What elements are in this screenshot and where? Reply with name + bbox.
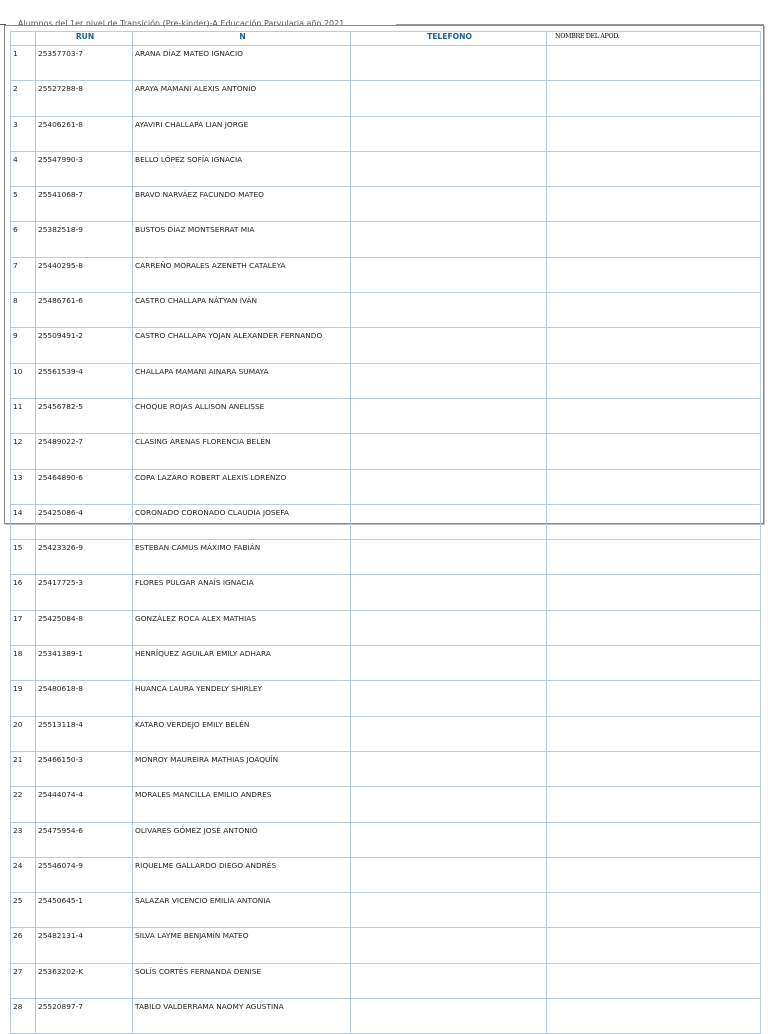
student-run: 25417725-3: [36, 575, 133, 610]
row-number: 20: [11, 716, 36, 751]
student-run: 25406261-8: [36, 116, 133, 151]
student-name: SALAZAR VICENCIO EMILIA ANTONIA: [133, 893, 351, 928]
table-row: [11, 222, 761, 257]
table-row: [11, 540, 761, 575]
guardian-cell: [547, 434, 761, 469]
student-name: SILVA LAYME BENJAMÍN MATEO: [133, 928, 351, 963]
phone-cell: [351, 999, 547, 1034]
phone-cell: [351, 963, 547, 998]
row-number: 24: [11, 857, 36, 892]
table-row: [11, 363, 761, 398]
row-number: 28: [11, 999, 36, 1034]
guardian-cell: [547, 46, 761, 81]
guardian-cell: [547, 469, 761, 504]
row-number: 25: [11, 893, 36, 928]
row-number: 10: [11, 363, 36, 398]
table-row: [11, 893, 761, 928]
table-row: [11, 575, 761, 610]
student-name: ESTEBAN CAMUS MÁXIMO FABIÁN: [133, 540, 351, 575]
guardian-cell: [547, 822, 761, 857]
table-row: [11, 328, 761, 363]
table-row: [11, 257, 761, 292]
student-name: CHOQUE ROJAS ALLISON ANELISSE: [133, 398, 351, 433]
student-name: HUANCA LAURA YENDELY SHIRLEY: [133, 681, 351, 716]
guardian-cell: [547, 963, 761, 998]
student-run: 25509491-2: [36, 328, 133, 363]
table-row: [11, 787, 761, 822]
guardian-cell: [547, 116, 761, 151]
student-run: 25489022-7: [36, 434, 133, 469]
table-row: [11, 504, 761, 539]
table-row: [11, 716, 761, 751]
row-number: 2: [11, 81, 36, 116]
table-header-row: [11, 32, 761, 46]
phone-cell: [351, 46, 547, 81]
guardian-cell: [547, 504, 761, 539]
student-run: 25482131-4: [36, 928, 133, 963]
phone-cell: [351, 257, 547, 292]
phone-cell: [351, 116, 547, 151]
row-number: 5: [11, 187, 36, 222]
phone-cell: [351, 893, 547, 928]
phone-cell: [351, 787, 547, 822]
row-number: 15: [11, 540, 36, 575]
table-row: [11, 46, 761, 81]
phone-cell: [351, 504, 547, 539]
table-row: [11, 610, 761, 645]
phone-cell: [351, 857, 547, 892]
guardian-cell: [547, 540, 761, 575]
row-number: 9: [11, 328, 36, 363]
phone-cell: [351, 681, 547, 716]
row-number: 18: [11, 646, 36, 681]
phone-cell: [351, 398, 547, 433]
phone-cell: [351, 540, 547, 575]
student-run: 25363202-K: [36, 963, 133, 998]
guardian-cell: [547, 151, 761, 186]
row-number: 19: [11, 681, 36, 716]
student-run: 25513118-4: [36, 716, 133, 751]
row-number: 17: [11, 610, 36, 645]
table-row: [11, 928, 761, 963]
row-number: 8: [11, 293, 36, 328]
guardian-cell: [547, 257, 761, 292]
student-run: 25464890-6: [36, 469, 133, 504]
table-row: [11, 187, 761, 222]
student-name: RIQUELME GALLARDO DIEGO ANDRÉS: [133, 857, 351, 892]
student-name: GONZÁLEZ ROCA ALEX MATHIAS: [133, 610, 351, 645]
phone-cell: [351, 151, 547, 186]
student-run: 25486761-6: [36, 293, 133, 328]
header-run: RUN: [36, 32, 133, 46]
row-number: 23: [11, 822, 36, 857]
student-run: 25527288-8: [36, 81, 133, 116]
phone-cell: [351, 575, 547, 610]
header-guardian: NOMBRE DEL APOD.: [547, 32, 761, 46]
guardian-cell: [547, 187, 761, 222]
table-row: [11, 293, 761, 328]
student-run: 25440295-8: [36, 257, 133, 292]
student-name: CASTRO CHALLAPA NÁTYAN IVÁN: [133, 293, 351, 328]
phone-cell: [351, 822, 547, 857]
phone-cell: [351, 293, 547, 328]
student-run: 25382518-9: [36, 222, 133, 257]
student-name: CHALLAPA MAMANI AINARA SUMAYA: [133, 363, 351, 398]
student-run: 25475954-6: [36, 822, 133, 857]
frame-line-left: [0, 24, 6, 25]
student-run: 25425084-8: [36, 610, 133, 645]
table-row: [11, 999, 761, 1034]
row-number: 6: [11, 222, 36, 257]
student-name: BUSTOS DÍAZ MONTSERRAT MIA: [133, 222, 351, 257]
students-table: [10, 31, 761, 1034]
student-name: TABILO VALDERRAMA NAOMY AGUSTINA: [133, 999, 351, 1034]
row-number: 16: [11, 575, 36, 610]
row-number: 26: [11, 928, 36, 963]
header-name: N: [133, 32, 351, 46]
student-name: FLORES PULGAR ANAÍS IGNACIA: [133, 575, 351, 610]
student-run: 25520897-7: [36, 999, 133, 1034]
student-name: COPA LAZARO ROBERT ALEXIS LORENZO: [133, 469, 351, 504]
table-row: [11, 822, 761, 857]
guardian-cell: [547, 328, 761, 363]
student-name: SOLÍS CORTÉS FERNANDA DENISE: [133, 963, 351, 998]
student-run: 25480618-8: [36, 681, 133, 716]
guardian-cell: [547, 398, 761, 433]
row-number: 3: [11, 116, 36, 151]
guardian-cell: [547, 363, 761, 398]
guardian-cell: [547, 81, 761, 116]
phone-cell: [351, 222, 547, 257]
student-run: 25450645-1: [36, 893, 133, 928]
table-row: [11, 398, 761, 433]
guardian-cell: [547, 681, 761, 716]
guardian-cell: [547, 610, 761, 645]
table-row: [11, 151, 761, 186]
guardian-cell: [547, 575, 761, 610]
student-name: BELLO LÓPEZ SOFÍA IGNACIA: [133, 151, 351, 186]
student-name: CASTRO CHALLAPA YOJAN ALEXANDER FERNANDO: [133, 328, 351, 363]
phone-cell: [351, 751, 547, 786]
student-name: HENRÍQUEZ AGUILAR EMILY ADHARA: [133, 646, 351, 681]
student-run: 25547990-3: [36, 151, 133, 186]
student-name: AYAVIRI CHALLAPA LIAN JORGE: [133, 116, 351, 151]
guardian-cell: [547, 787, 761, 822]
student-name: CARREÑO MORALES AZENETH CATALEYA: [133, 257, 351, 292]
row-number: 7: [11, 257, 36, 292]
student-run: 25546074-9: [36, 857, 133, 892]
phone-cell: [351, 328, 547, 363]
table-row: [11, 434, 761, 469]
frame-line-right: [396, 24, 764, 25]
student-run: 25341389-1: [36, 646, 133, 681]
guardian-cell: [547, 646, 761, 681]
student-name: MONROY MAUREIRA MATHIAS JOAQUÍN: [133, 751, 351, 786]
row-number: 4: [11, 151, 36, 186]
student-name: ARAYA MAMANI ALEXIS ANTONIO: [133, 81, 351, 116]
phone-cell: [351, 646, 547, 681]
guardian-cell: [547, 293, 761, 328]
phone-cell: [351, 363, 547, 398]
table-row: [11, 857, 761, 892]
phone-cell: [351, 610, 547, 645]
student-run: 25357703-7: [36, 46, 133, 81]
student-run: 25444074-4: [36, 787, 133, 822]
student-run: 25561539-4: [36, 363, 133, 398]
row-number: 1: [11, 46, 36, 81]
student-run: 25541068-7: [36, 187, 133, 222]
student-name: KATARO VERDEJO EMILY BELÉN: [133, 716, 351, 751]
guardian-cell: [547, 857, 761, 892]
document-caption: Alumnos del 1er nivel de Transición (Pre-kinder)-A Educación Parvularia año 2021: [18, 19, 345, 28]
student-name: CORONADO CORONADO CLAUDIA JOSEFA: [133, 504, 351, 539]
table-row: [11, 469, 761, 504]
student-run: 25425086-4: [36, 504, 133, 539]
row-number: 12: [11, 434, 36, 469]
header-phone: TELEFONO: [351, 32, 547, 46]
row-number: 13: [11, 469, 36, 504]
guardian-cell: [547, 999, 761, 1034]
phone-cell: [351, 469, 547, 504]
row-number: 22: [11, 787, 36, 822]
phone-cell: [351, 716, 547, 751]
table-row: [11, 963, 761, 998]
guardian-cell: [547, 893, 761, 928]
table-row: [11, 681, 761, 716]
student-name: MORALES MANCILLA EMILIO ANDRES: [133, 787, 351, 822]
student-run: 25423326-9: [36, 540, 133, 575]
student-run: 25466150-3: [36, 751, 133, 786]
table-row: [11, 116, 761, 151]
phone-cell: [351, 81, 547, 116]
row-number: 21: [11, 751, 36, 786]
student-run: 25456782-5: [36, 398, 133, 433]
student-name: CLASING ARENAS FLORENCIA BELÉN: [133, 434, 351, 469]
table-row: [11, 81, 761, 116]
table-row: [11, 646, 761, 681]
guardian-cell: [547, 222, 761, 257]
header-num: [11, 32, 36, 46]
phone-cell: [351, 187, 547, 222]
student-name: ARANA DÍAZ MATEO IGNACIO: [133, 46, 351, 81]
student-name: BRAVO NARVÁEZ FACUNDO MATEO: [133, 187, 351, 222]
phone-cell: [351, 434, 547, 469]
phone-cell: [351, 928, 547, 963]
student-name: OLIVARES GÓMEZ JOSÉ ANTONIO: [133, 822, 351, 857]
row-number: 14: [11, 504, 36, 539]
table-row: [11, 751, 761, 786]
guardian-cell: [547, 751, 761, 786]
guardian-cell: [547, 928, 761, 963]
guardian-cell: [547, 716, 761, 751]
row-number: 27: [11, 963, 36, 998]
row-number: 11: [11, 398, 36, 433]
